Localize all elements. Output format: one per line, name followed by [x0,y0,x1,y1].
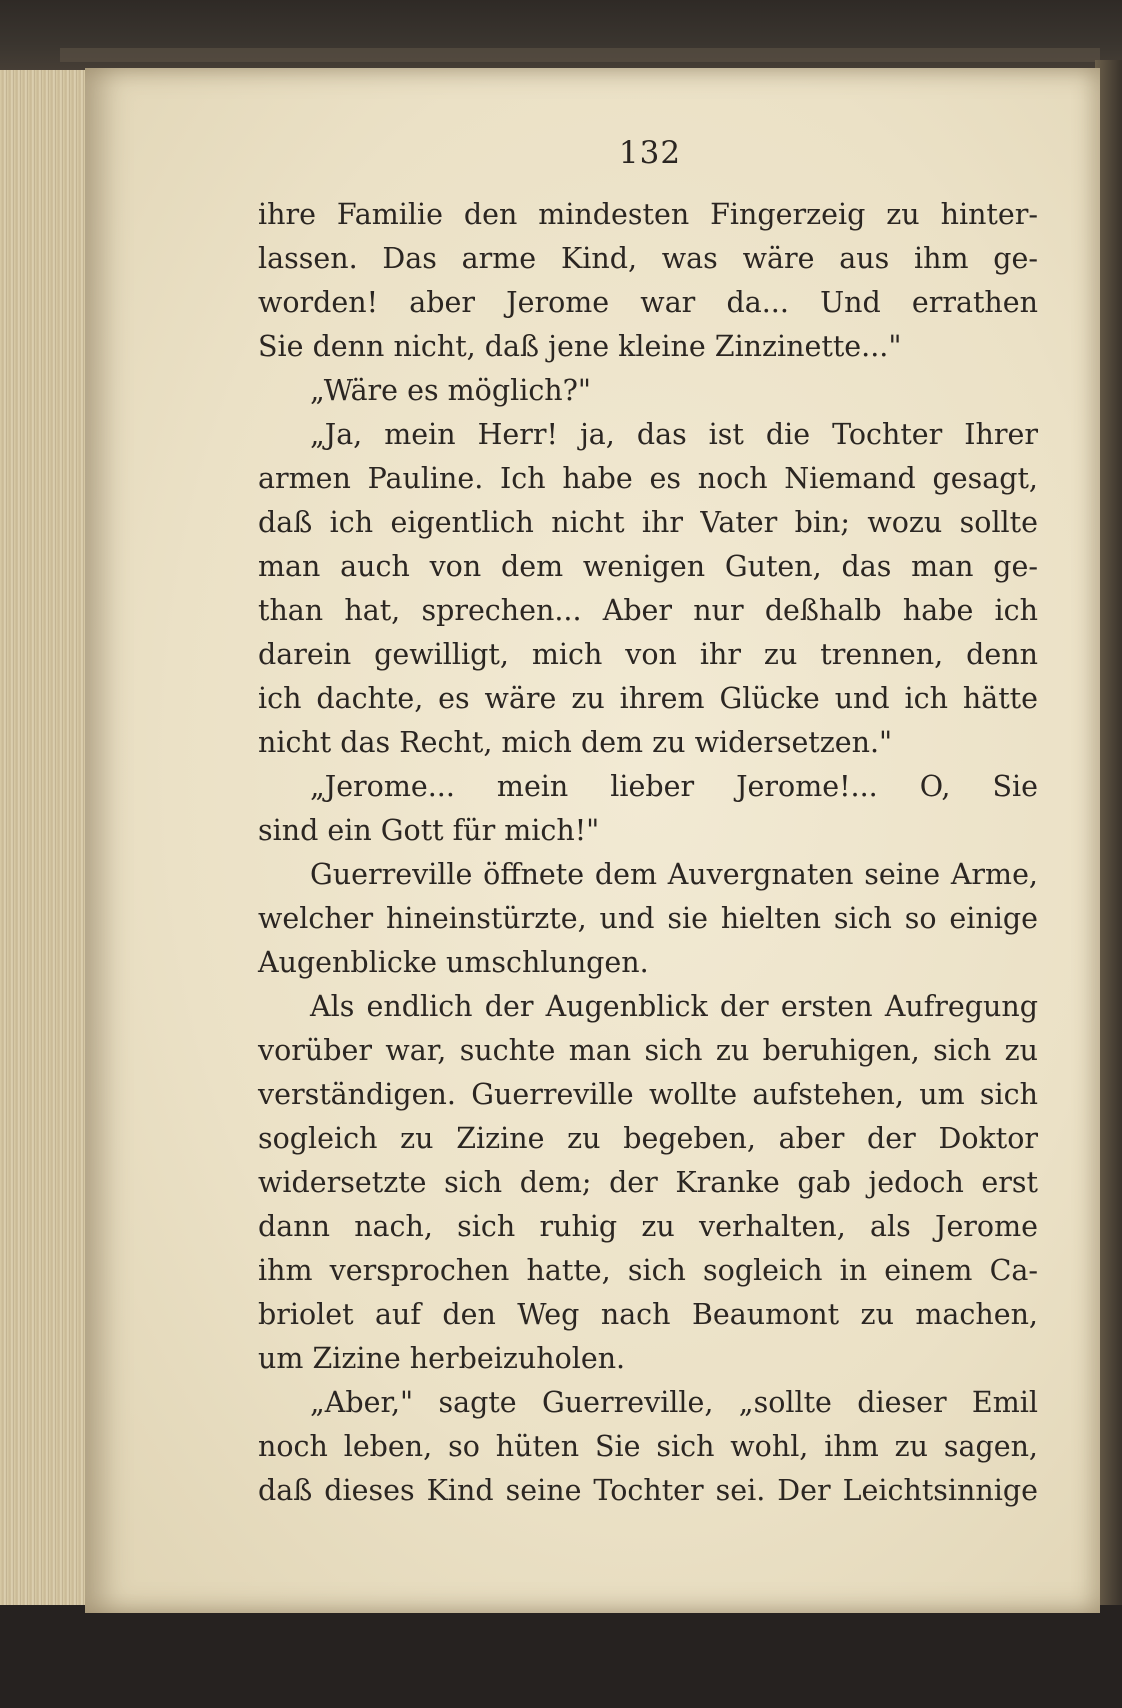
text-line: darein gewilligt, mich von ihr zu trennen, denn [258,638,1038,671]
text-line: than hat, sprechen... Aber nur deßhalb habe ich [258,594,1038,627]
text-line: sind ein Gott für mich!" [258,814,600,847]
text-line: „Aber," sagte Guerreville, „sollte dieser Emil [310,1386,1038,1419]
text-line: widersetzte sich dem; der Kranke gab jedoch erst [258,1166,1038,1199]
text-line: noch leben, so hüten Sie sich wohl, ihm zu sagen, [258,1430,1038,1463]
text-line: welcher hineinstürzte, und sie hielten sich so einige [258,902,1038,935]
text-line: um Zizine herbeizuholen. [258,1342,626,1375]
text-line: armen Pauline. Ich habe es noch Niemand gesagt, [258,462,1038,495]
page-number: 132 [618,135,682,171]
text-line: Sie denn nicht, daß jene kleine Zinzinette..." [258,330,902,363]
text-line: vorüber war, suchte man sich zu beruhigen, sich zu [258,1034,1038,1067]
text-line: „Ja, mein Herr! ja, das ist die Tochter Ihrer [310,418,1038,451]
text-line: nicht das Recht, mich dem zu widersetzen." [258,726,893,759]
page-stack-edge [0,70,95,1610]
text-line: Als endlich der Augenblick der ersten Aufregung [310,990,1038,1023]
text-line: Guerreville öffnete dem Auvergnaten seine Arme, [310,858,1038,891]
text-line: lassen. Das arme Kind, was wäre aus ihm ge- [258,242,1038,275]
text-line: dann nach, sich ruhig zu verhalten, als Jerome [258,1210,1038,1243]
text-line: ich dachte, es wäre zu ihrem Glücke und ich hätte [258,682,1038,715]
text-line: daß ich eigentlich nicht ihr Vater bin; wozu sollte [258,506,1038,539]
text-line: ihre Familie den mindesten Fingerzeig zu hinter- [258,198,1038,231]
text-line: daß dieses Kind seine Tochter sei. Der Leichtsinnige [258,1474,1038,1507]
text-line: sogleich zu Zizine zu begeben, aber der Doktor [258,1122,1038,1155]
text-line: worden! aber Jerome war da... Und errathen [258,286,1038,319]
text-line: Augenblicke umschlungen. [258,946,649,979]
text-line: „Wäre es möglich?" [310,374,592,407]
text-line: „Jerome... mein lieber Jerome!... O, Sie [310,770,1038,803]
text-line: verständigen. Guerreville wollte aufstehen, um sich [258,1078,1038,1111]
book-bottom-edge [0,1605,1122,1708]
page-text [258,193,1038,1513]
text-line: briolet auf den Weg nach Beaumont zu machen, [258,1298,1038,1331]
text-line: man auch von dem wenigen Guten, das man ge- [258,550,1038,583]
text-line: ihm versprochen hatte, sich sogleich in einem Ca- [258,1254,1038,1287]
